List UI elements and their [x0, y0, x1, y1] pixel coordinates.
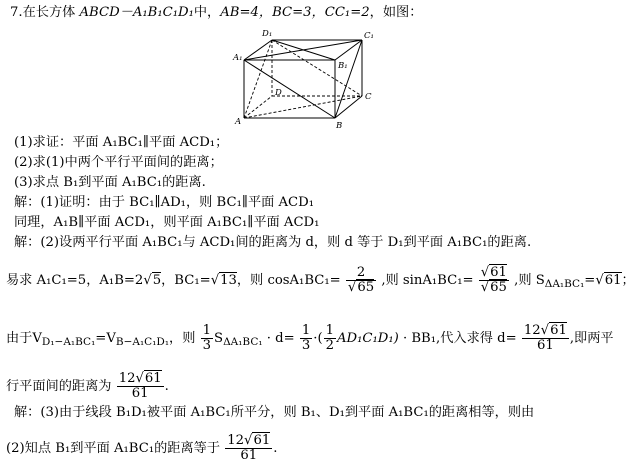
vertex-label-B: B	[336, 121, 343, 131]
text-segment: .	[273, 441, 278, 456]
edge-A1D1	[244, 40, 272, 60]
question-1: (1)求证：平面 A₁BC₁∥平面 ACD₁；	[14, 135, 229, 150]
text-segment: ,即两平	[569, 331, 614, 346]
sin-fraction: $\frac{√61}{√65}$	[480, 265, 507, 295]
edge-B1C1	[335, 40, 362, 60]
sin-den: 65	[490, 280, 507, 295]
stem-prefix: 7.在长方体	[10, 5, 80, 20]
one-third-fraction	[201, 324, 213, 353]
solution-2-volume-line	[6, 324, 614, 353]
den: 2	[325, 338, 335, 353]
vertex-label-C: C	[365, 92, 372, 102]
half-fraction	[324, 324, 336, 353]
stem-suffix: ，如图：	[369, 5, 423, 20]
solution-2-line-1: 解：(2)设两平行平面 A₁BC₁与 ACD₁间的距离为 d，则 d 等于 D₁到平面 A₁BC₁的距离.	[14, 235, 532, 250]
distance-fraction-b1: $\frac{12√61}{61}$	[227, 433, 271, 463]
edge-CD1	[272, 40, 362, 96]
text-segment: (2)知点 B₁到平面 A₁BC₁的距离等于	[6, 441, 221, 456]
text-segment: =	[584, 273, 596, 288]
text-segment: =V	[95, 331, 116, 346]
solution-2-result-line	[6, 372, 169, 401]
sin-num: 61	[490, 265, 507, 280]
solution-1-line-2: 同理，A₁B∥平面 ACD₁，则平面 A₁BC₁∥平面 ACD₁	[14, 215, 320, 230]
text-segment: 由于V	[6, 331, 42, 346]
num: 1	[325, 323, 335, 338]
cos-fraction: $\frac{2}{√65}$	[347, 265, 375, 295]
num: 1	[301, 323, 311, 338]
area-value: 61	[604, 273, 622, 288]
den: 3	[301, 338, 311, 353]
text-segment: AD₁C₁D₁)	[337, 331, 399, 346]
solid-name: ABCD－A₁B₁C₁D₁	[79, 5, 194, 20]
vertex-label-C1: C₁	[364, 31, 374, 41]
vertex-label-D: D	[275, 88, 282, 98]
vol-subscript-1: D₁−A₁BC₁	[41, 336, 96, 348]
problem-stem	[10, 4, 422, 22]
num-rad: 61	[550, 323, 567, 338]
text-segment: 行平面间的距离为	[6, 379, 112, 394]
vertex-label-A1: A₁	[233, 53, 243, 63]
text-segment: ，则 cosA₁BC₁=	[236, 273, 341, 288]
vol-subscript-2: B−A₁C₁D₁	[115, 336, 170, 348]
area-subscript: ΔA₁BC₁	[223, 336, 263, 348]
solution-2-lengths-line: 易求 A₁C₁=5，A₁B=2√5，BC₁=√13，则 cosA₁BC₁= $\frac{2}{√65}$ ,则 sinA₁BC₁= $\frac{√61}{√65}$ ,则 $S_{\Delta A_1BC_1}=√61$；	[6, 265, 635, 295]
den: 61	[131, 386, 149, 401]
solution-1-line-1: 解：(1)证明：由于 BC₁∥AD₁，则 BC₁∥平面 ACD₁	[14, 195, 314, 210]
result-fraction: $\frac{12√61}{61}$	[523, 323, 567, 353]
edge-AD1	[244, 40, 272, 118]
distance-fraction: $\frac{12√61}{61}$	[118, 371, 162, 401]
solution-3-line-1: 解：(3)由于线段 B₁D₁被平面 A₁BC₁所平分，则 B₁、D₁到平面 A₁BC₁的距离相等，则由	[14, 405, 535, 420]
num-rad: 61	[144, 371, 162, 386]
one-third-fraction-2	[300, 324, 312, 353]
question-2: (2)求(1)中两个平行平面间的距离；	[14, 155, 223, 170]
num-int: 12	[523, 323, 541, 338]
text-segment: ·(	[313, 331, 323, 346]
text-segment: · d=	[266, 331, 295, 346]
edge-B1D1	[272, 40, 335, 60]
question-3: (3)求点 B₁到平面 A₁BC₁的距离.	[14, 175, 206, 190]
den: 61	[536, 338, 554, 353]
radicand-13: 13	[220, 273, 237, 288]
text-segment: ；	[621, 273, 635, 288]
radicand-5: 5	[152, 273, 162, 288]
cuboid-figure	[228, 26, 378, 130]
den: 3	[202, 338, 212, 353]
den: 61	[240, 448, 258, 463]
area-subscript: ΔA₁BC₁	[544, 278, 585, 290]
stem-mid: 中，	[193, 5, 221, 20]
vertex-label-B1: B₁	[338, 61, 348, 71]
num-int: 12	[227, 433, 245, 448]
edge-AC	[244, 96, 362, 118]
vertex-label-D1: D₁	[262, 29, 273, 39]
text-segment: ,则 S	[514, 273, 545, 288]
num: 1	[202, 323, 212, 338]
edge-BC1	[335, 40, 362, 118]
solution-3-result-line	[6, 434, 277, 463]
text-segment: · BB₁,代入求得 d=	[402, 331, 517, 346]
text-segment: .	[164, 379, 169, 394]
cos-den: 65	[357, 280, 375, 295]
text-segment: 易求 A₁C₁=5，A₁B=2	[6, 273, 144, 288]
vertex-label-A: A	[235, 117, 242, 127]
num-int: 12	[118, 371, 136, 386]
text-segment: ,则 sinA₁BC₁=	[381, 273, 474, 288]
text-segment: ，BC₁=	[161, 273, 211, 288]
text-segment: ，则	[169, 331, 196, 346]
text-segment: S	[214, 331, 224, 346]
cos-num: 2	[346, 266, 376, 281]
num-rad: 61	[253, 433, 271, 448]
given-values: AB=4，BC=3，CC₁=2	[220, 5, 370, 20]
